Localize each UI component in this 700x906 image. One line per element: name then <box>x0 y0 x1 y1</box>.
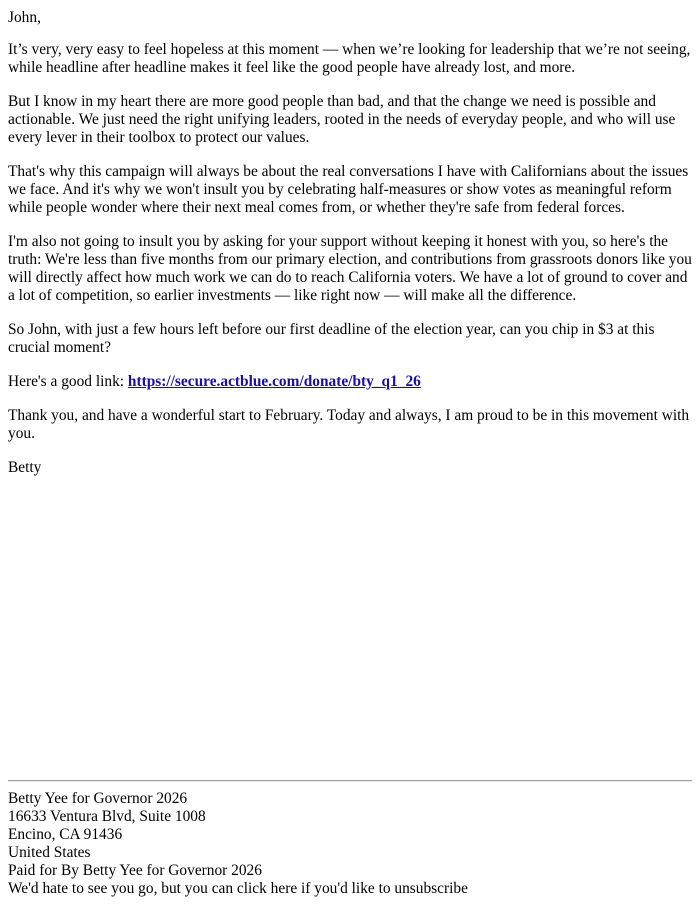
footer-address-line2: Encino, CA 91436 <box>8 826 123 843</box>
paragraph-ask: So John, with just a few hours left before our first deadline of the election year, can you chip in $3 at this crucial moment? <box>8 321 655 356</box>
paragraph-truth: I'm also not going to insult you by asking for your support without keeping it honest with you, so here's the truth: We're less than five months from our primary election, and contributions from grassroots donors like you will directly affect how much work we can do to reach California voters. We have a lot of ground to cover and a lot of competition, so earlier investments — like right now — will make all the difference. <box>8 233 692 304</box>
footer-org-name: Betty Yee for Governor 2026 <box>8 790 188 807</box>
unsubscribe-link[interactable]: We'd hate to see you go, but you can click here if you'd like to unsubscribe <box>8 880 468 897</box>
closing: Thank you, and have a wonderful start to February. Today and always, I am proud to be in this movement with you. <box>8 407 690 442</box>
paragraph-hopeless: It’s very, very easy to feel hopeless at this moment — when we’re looking for leadership that we’re not seeing, while headline after headline makes it feel like the good people have already lost, and more. <box>8 41 691 76</box>
footer-divider <box>8 780 692 782</box>
paragraph-good-people: But I know in my heart there are more good people than bad, and that the change we need is possible and actionable. We just need the right unifying leaders, rooted in the needs of everyday people, and who will use every lever in their toolbox to protect our values. <box>8 93 676 146</box>
signature: Betty <box>8 459 42 476</box>
link-paragraph <box>8 373 692 391</box>
footer <box>8 790 692 898</box>
footer-address-line1: 16633 Ventura Blvd, Suite 1008 <box>8 808 206 825</box>
donate-link[interactable]: https://secure.actblue.com/donate/bty_q1_26 <box>127 373 421 390</box>
greeting: John, <box>8 9 41 26</box>
email-body <box>8 9 692 493</box>
link-intro: Here's a good link: <box>8 373 128 390</box>
paragraph-campaign: That's why this campaign will always be about the real conversations I have with Californians about the issues we face. And it's why we won't insult you by celebrating half-measures or show votes as meaningful reform while people wonder where their next meal comes from, or whether they're safe from federal forces. <box>8 163 689 216</box>
footer-paid-for: Paid for By Betty Yee for Governor 2026 <box>8 862 262 879</box>
footer-country: United States <box>8 844 91 861</box>
